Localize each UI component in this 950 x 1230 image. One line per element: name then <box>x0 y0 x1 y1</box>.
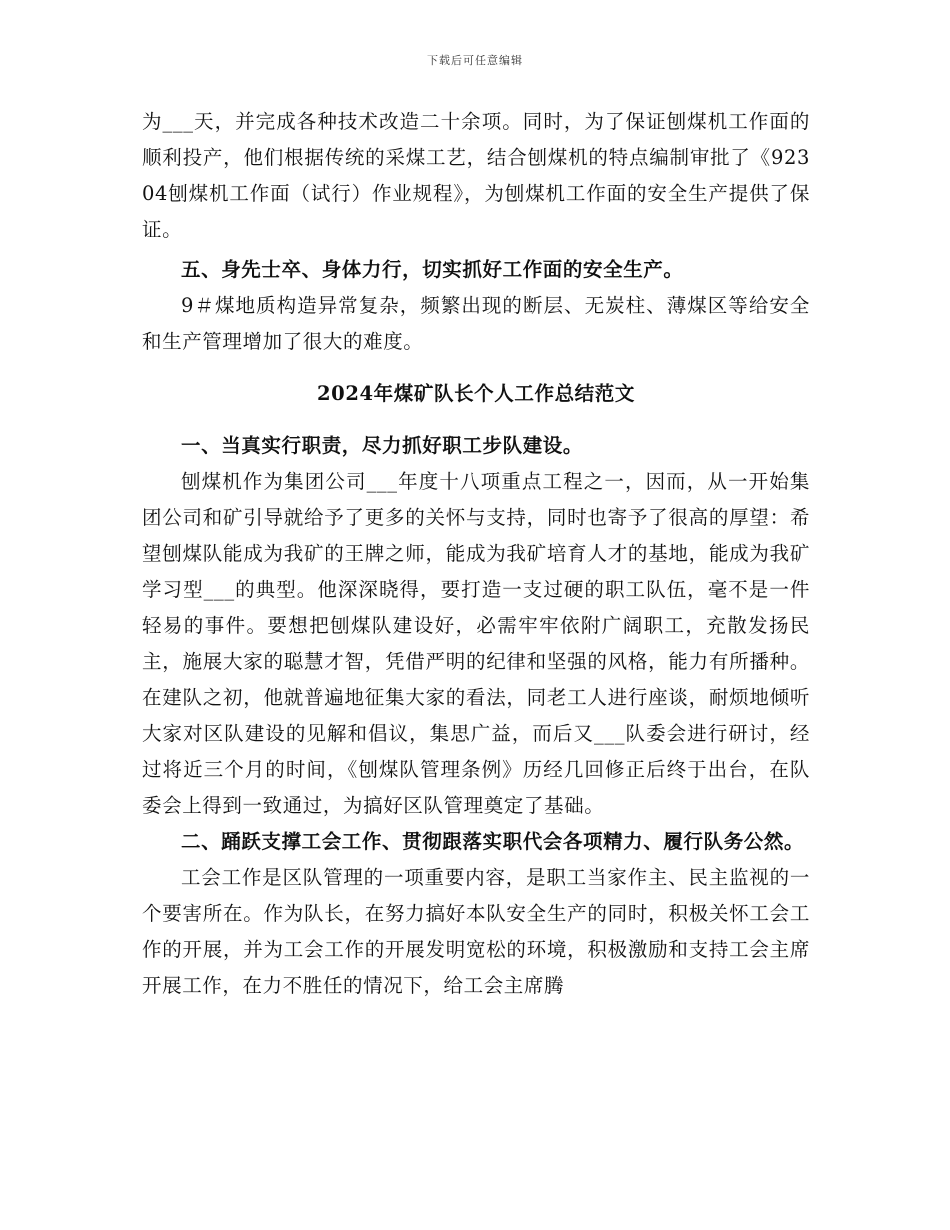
section-heading-1: 一、当真实行职责，尽力抓好职工步队建设。 <box>181 434 584 457</box>
document-body <box>142 104 810 1004</box>
paragraph-team-building: 刨煤机作为集团公司___年度十八项重点工程之一，因而，从一开始集团公司和矿引导就给予了更多的关怀与支持，同时也寄予了很高的厚望：希望刨煤队能成为我矿的王牌之师，能成为我矿培育人才的基地，能成为我矿学习型___的典型。他深深晓得，要打造一支过硬的职工队伍，毫不是一件轻易的事件。要想把刨煤队建设好，必需牢牢依附广阔职工，充散发扬民主，施展大家的聪慧才智，凭借严明的纪律和坚强的风格，能力有所播种。在建队之初，他就普遍地征集大家的看法，同老工人进行座谈，耐烦地倾听大家对区队建设的见解和倡议，集思广益，而后又___队委会进行研讨，经过将近三个月的时间，《刨煤队管理条例》历经几回修正后终于出台，在队委会上得到一致通过，为搞好区队管理奠定了基础。 <box>142 470 810 817</box>
page-header-note: 下载后可任意编辑 <box>427 54 523 67</box>
paragraph-continuation: 为___天，并完成各种技术改造二十余项。同时，为了保证刨煤机工作面的顺利投产，他们根据传统的采煤工艺，结合刨煤机的特点编制审批了《92304刨煤机工作面（试行）作业规程》，为刨煤机工作面的安全生产提供了保证。 <box>142 110 810 241</box>
document-title: 2024年煤矿队长个人工作总结范文 <box>317 382 635 405</box>
section-heading-2: 二、踊跃支撑工会工作、贯彻跟落实职代会各项精力、履行队务公然。 <box>181 830 805 853</box>
section-heading-5: 五、身先士卒、身体力行，切实抓好工作面的安全生产。 <box>181 258 684 281</box>
paragraph-union-work: 工会工作是区队管理的一项重要内容，是职工当家作主、民主监视的一个要害所在。作为队长，在努力搞好本队安全生产的同时，积极关怀工会工作的开展，并为工会工作的开展发明宽松的环境，积极激励和支持工会主席开展工作，在力不胜任的情况下，给工会主席腾 <box>142 866 810 997</box>
paragraph-geology: 9＃煤地质构造异常复杂，频繁出现的断层、无炭柱、薄煤区等给安全和生产管理增加了很大的难度。 <box>142 294 810 353</box>
